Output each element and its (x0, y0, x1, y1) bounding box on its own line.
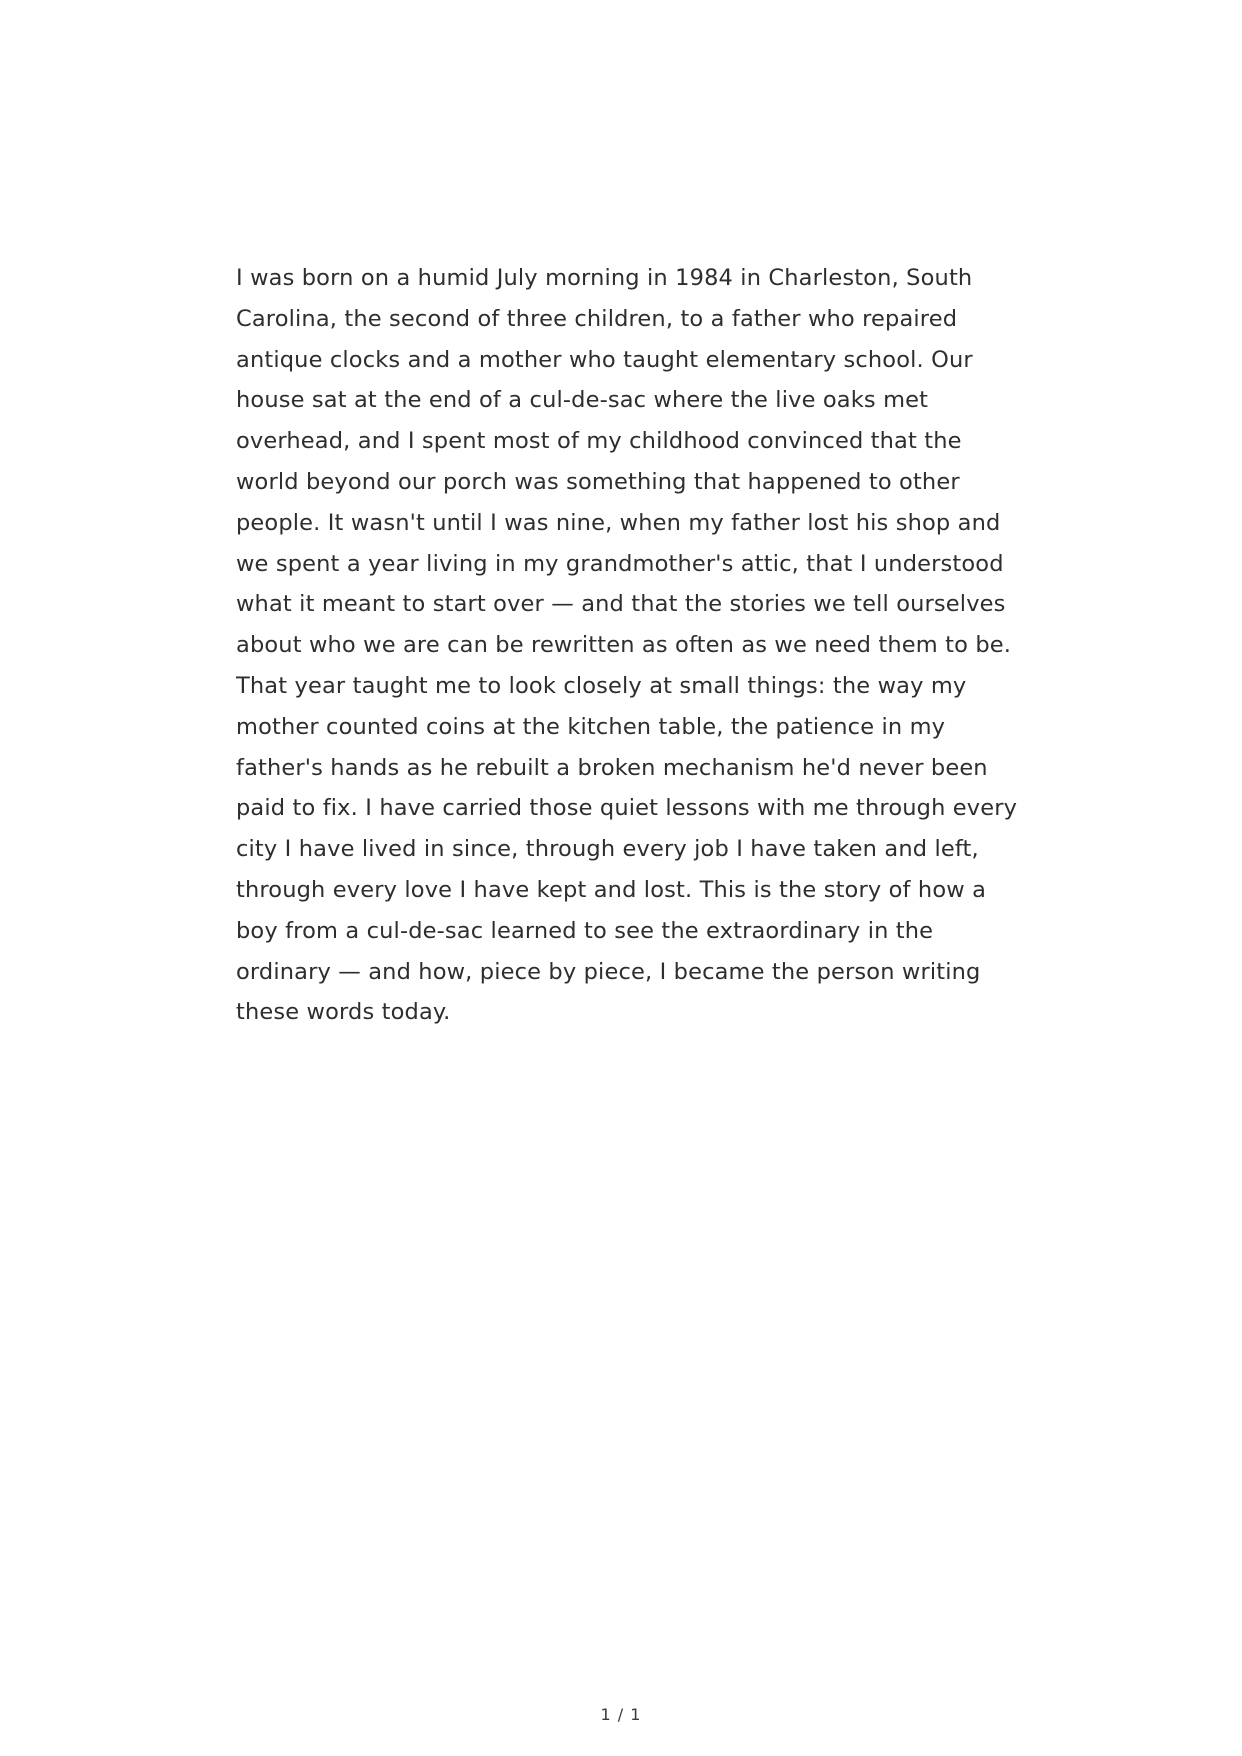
paragraph-line: house sat at the end of a cul-de-sac where the live oaks met (236, 387, 929, 414)
paragraph-line: mother counted coins at the kitchen table, the patience in my (236, 713, 946, 740)
paragraph-line: Carolina, the second of three children, to a father who repaired (236, 305, 958, 332)
paragraph-line: world beyond our porch was something that happened to other (236, 468, 960, 495)
body-paragraph (236, 258, 1026, 1033)
paragraph-line: we spent a year living in my grandmother's attic, that I understood (236, 550, 1004, 577)
paragraph-line: paid to fix. I have carried those quiet lessons with me through every (236, 795, 1018, 822)
paragraph-line: father's hands as he rebuilt a broken mechanism he'd never been (236, 754, 988, 781)
paragraph-line: overhead, and I spent most of my childhood convinced that the (236, 428, 962, 455)
page-number: 1 / 1 (600, 1705, 642, 1724)
paragraph-line: through every love I have kept and lost. This is the story of how a (236, 876, 987, 903)
paragraph-line: about who we are can be rewritten as often as we need them to be. (236, 632, 1012, 659)
paragraph-line: people. It wasn't until I was nine, when my father lost his shop and (236, 509, 1001, 536)
paragraph-line: city I have lived in since, through every job I have taken and left, (236, 836, 979, 863)
paragraph-line: That year taught me to look closely at small things: the way my (236, 672, 967, 699)
paragraph-line: I was born on a humid July morning in 1984 in Charleston, South (236, 265, 973, 291)
paragraph-line: boy from a cul-de-sac learned to see the extraordinary in the (236, 917, 934, 944)
paragraph-line: these words today. (236, 999, 451, 1026)
paragraph-line: ordinary — and how, piece by piece, I became the person writing (236, 958, 981, 985)
paragraph-line: what it meant to start over — and that the stories we tell ourselves (236, 591, 1006, 618)
paragraph-line: antique clocks and a mother who taught elementary school. Our (236, 346, 973, 373)
